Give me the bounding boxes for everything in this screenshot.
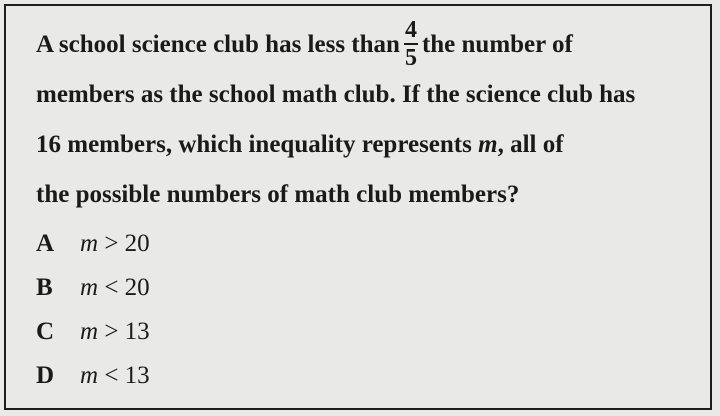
question-line-3 [36, 120, 564, 170]
choice-c[interactable] [36, 310, 150, 354]
fraction-denominator: 5 [404, 45, 417, 72]
relation: < 20 [98, 274, 150, 301]
variable: m [80, 318, 99, 345]
question-line-2: members as the school math club. If the science club has [36, 81, 636, 108]
choice-letter: A [36, 230, 55, 257]
choice-expression [80, 354, 150, 398]
variable: m [80, 230, 99, 257]
fraction-numerator: 4 [404, 17, 417, 44]
question-line-4: the possible numbers of math club members? [36, 181, 520, 208]
choice-letter: B [36, 274, 53, 301]
question-text-segment: A school science club has less than [36, 31, 400, 58]
fraction [404, 18, 418, 70]
variable: m [80, 274, 99, 301]
variable: m [478, 131, 498, 158]
choice-expression [80, 266, 150, 310]
question-text-segment: the number of [421, 31, 573, 58]
question-line-1 [36, 17, 573, 72]
choice-letter: D [36, 362, 55, 389]
question-text-segment: , all of [497, 131, 564, 158]
variable: m [80, 362, 99, 389]
choice-letter: C [36, 318, 55, 345]
relation: < 13 [98, 362, 150, 389]
relation: > 20 [98, 230, 150, 257]
choice-a[interactable] [36, 222, 150, 266]
question-card [4, 4, 712, 410]
choice-b[interactable] [36, 266, 150, 310]
choice-d[interactable] [36, 354, 150, 398]
choice-expression [80, 310, 150, 354]
choice-expression [80, 222, 150, 266]
relation: > 13 [98, 318, 150, 345]
question-text-segment: 16 members, which inequality represents [36, 131, 472, 158]
